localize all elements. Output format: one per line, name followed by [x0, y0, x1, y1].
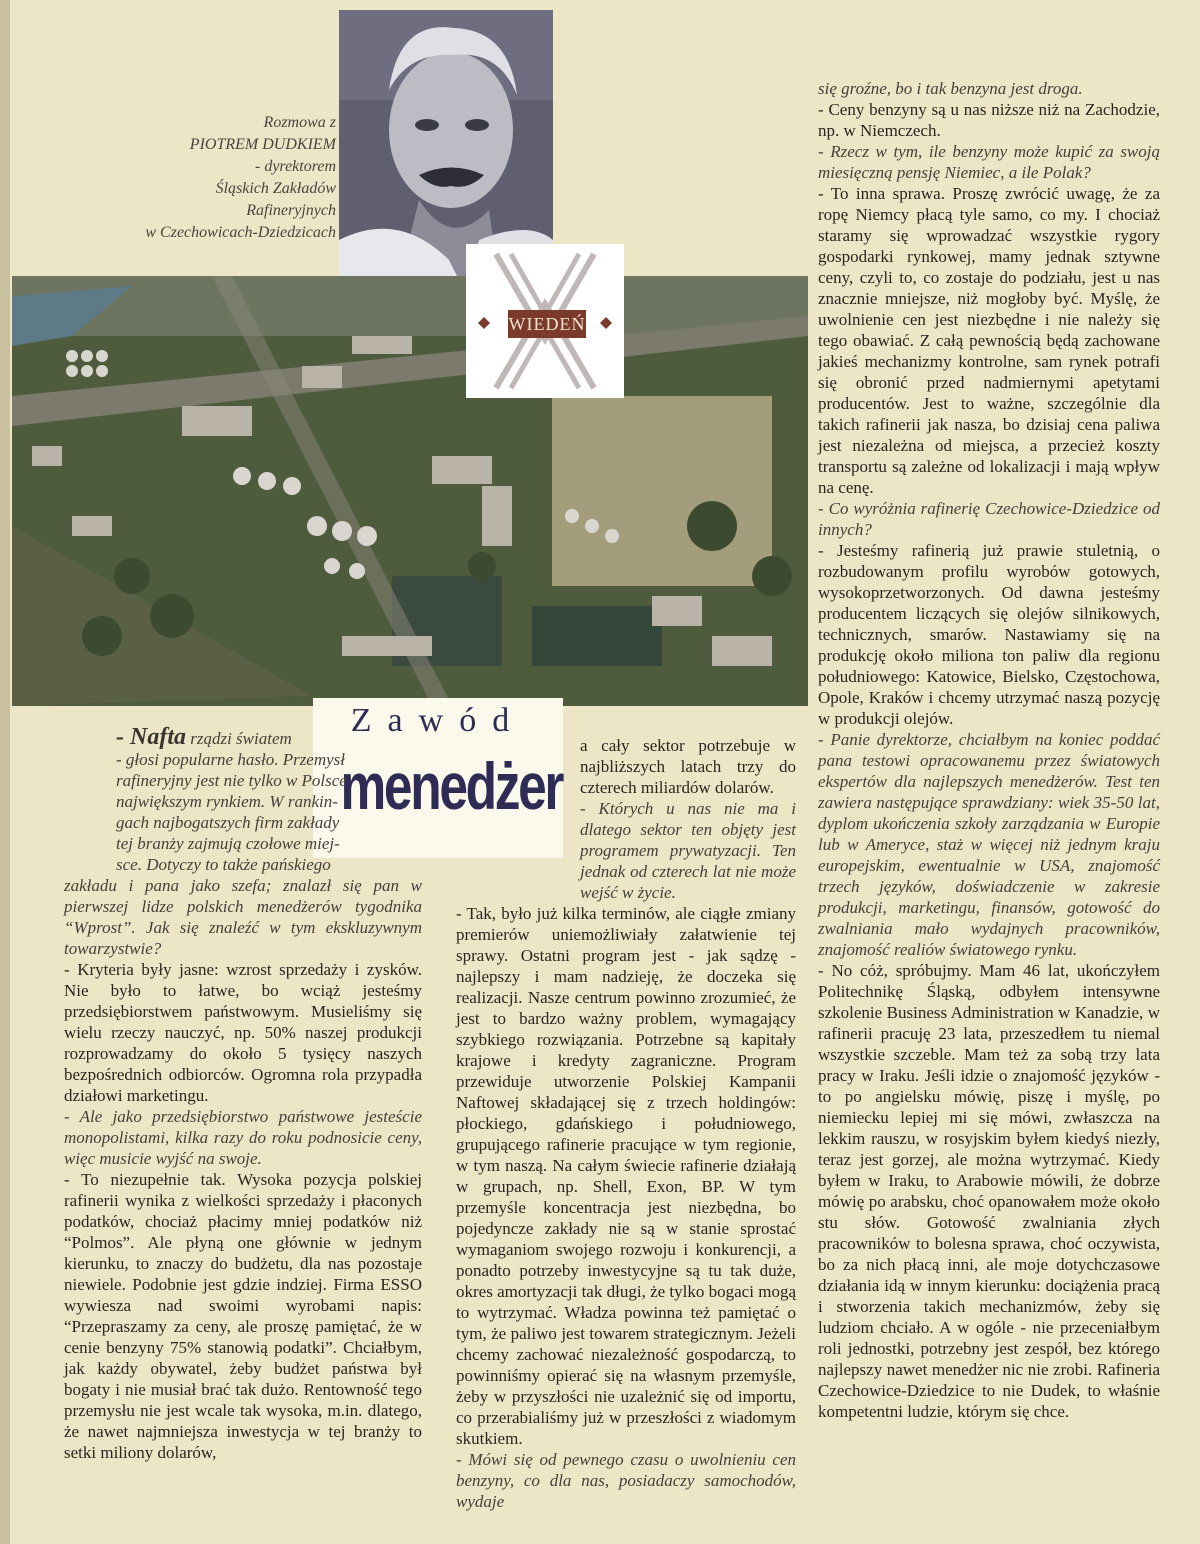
- intro-line: - dyrektorem: [255, 158, 336, 175]
- logo-label: WIEDEŃ: [508, 310, 586, 338]
- question-paragraph: się groźne, bo i tak benzyna jest droga.: [818, 79, 1083, 98]
- question-text: tej branży zajmują czołowe miej-: [116, 834, 340, 853]
- question-paragraph: - Rzecz w tym, ile benzyny może kupić za swoją miesięczną pensję Niemiec, a ile Polak?: [818, 142, 1160, 182]
- question-paragraph: - Mówi się od pewnego czasu o uwolnieniu cen benzyny, co dla nas, posiadaczy samochodów, wydaje: [456, 1450, 796, 1511]
- question-text: sce. Dotyczy to także pańskiego: [116, 855, 331, 874]
- answer-paragraph: a cały sektor potrzebuje w najbliższych latach trzy do czterech miliardów dolarów.: [580, 736, 796, 797]
- intro-byline: [120, 112, 336, 244]
- question-text: zakładu i pana jako szefa; znalazł się pan w pierwszej lidze polskich menedżerów tygodnika “Wprost”. Jak się znaleźć w tym ekskluzywnym towarzystwie?: [64, 876, 422, 958]
- question-text: największym rynkiem. W rankin-: [116, 792, 338, 811]
- question-paragraph: - Ale jako przedsiębiorstwo państwowe jesteście monopolistami, kilka razy do roku podnosicie ceny, więc musicie wyjść na swoje.: [64, 1107, 422, 1168]
- answer-paragraph: - Ceny benzyny są u nas niższe niż na Zachodzie, np. w Niemczech.: [818, 100, 1160, 140]
- intro-line: Śląskich Zakładów: [215, 180, 336, 197]
- answer-paragraph: - To niezupełnie tak. Wysoka pozycja polskiej rafinerii wynika z wielkości sprzedaży i płaconych podatków, chociaż płacimy mniej podatków niż “Polmos”. Ale płyną one głównie w jednym kierunku, to znaczy do budżetu, dla nas pozostaje niewiele. Podobnie jest gdzie indziej. Firma ESSO wywiesza nad swoimi wyrobami napis: “Przepraszamy za ceny, ale proszę pamiętać, że w cenie benzyny 75% stanowią podatki”. Chciałbym, jak każdy obywatel, żeby budżet państwa był bogaty i nie musiał brać tak dużo. Rentowność tego przemysłu nie jest wcale tak wysoka, m.in. dlatego, że nawet najmniejsza inwestycja w tej branży to setki miliony dolarów,: [64, 1170, 422, 1462]
- portrait-photo: [339, 10, 553, 280]
- question-paragraph: - Których u nas nie ma i dlatego sektor ten objęty jest programem prywatyzacji. Ten jednak od czterech lat nie może wejść w życie.: [580, 799, 796, 902]
- article-column-middle: [456, 735, 796, 1512]
- question-text: rządzi światem: [185, 729, 292, 748]
- title-line-bottom: menedżer: [340, 749, 563, 823]
- article-column-left: [64, 724, 422, 1463]
- page-binding-edge: [0, 0, 10, 1544]
- intro-line: w Czechowicach-Dziedzicach: [145, 224, 336, 241]
- article-column-right: [818, 78, 1160, 1422]
- answer-paragraph: - Kryteria były jasne: wzrost sprzedaży i zysków. Nie było to łatwe, bo wciąż jesteśmy przedsiębiorstwem państwowym. Musieliśmy się wielu rzeczy nauczyć, np. 50% naszej produkcji rozprowadzamy do około 5 tysięcy naszych bezpośrednich odbiorców. Ogromna rola przypadła działowi marketingu.: [64, 960, 422, 1105]
- answer-paragraph: - Jesteśmy rafinerią już prawie stuletnią, o rozbudowanym profilu wyrobów gotowych, wysokoprzetworzonych. Od dawna jesteśmy producentem liczących się olejów silnikowych, technicznych, smarów. Nastawiamy się na produkcję około miliona ton paliw dla regionu południowego: Katowice, Bielsko, Częstochowa, Opole, Kraków i chcemy utrzymać naszą pozycję w produkcji olejów.: [818, 541, 1160, 728]
- question-text: rafineryjny jest nie tylko w Polsce: [116, 771, 347, 790]
- intro-line: Rafineryjnych: [246, 202, 336, 219]
- question-paragraph: - Panie dyrektorze, chciałbym na koniec poddać pana testowi opracowanemu przez światowych ekspertów dla najlepszych menedżerów. Test ten zawiera następujące sprawdziany: wiek 35-50 lat, dyplom ukończenia szkoły zarządzania w Europie lub w Ameryce, staż w więcej niż jednym kraju europejskim, ewentualnie w USA, znajomość trzech języków, doświadczenie w zakresie produkcji, marketingu, finansów, gotowość do zwalniania mało wydajnych pracowników, znajomość realiów światowego rynku.: [818, 730, 1160, 959]
- question-paragraph: [116, 724, 422, 750]
- answer-paragraph: - No cóż, spróbujmy. Mam 46 lat, ukończyłem Politechnikę Śląską, odbyłem intensywne szkolenie Business Administration w Kanadzie, w rafinerii pracuję 23 lata, przeszedłem tu niemal wszystkie szczeble. Mam też za sobą trzy lata pracy w Iraku. Jeśli idzie o znajomość języków - to po angielsku mówię, piszę i myślę, po niemiecku lepiej mi się mówi, zwłaszcza na lekkim rauszu, w rosyjskim byłem kiedyś niezły, teraz jest gorzej, ale można wytrzymać. Kiedy byłem w Iraku, to Arabowie mówili, że dobrze mówię po arabsku, choć opanowałem może około stu słów. Gotowość zwalniania złych pracowników to bolesna sprawa, choć oczywista, bo za nich płacą inni, ale moje dotychczasowe działania idą w innym kierunku: dociążenia pracą i stworzenia takich mechanizmów, żeby się ludziom chciało. A w ogóle - nie przeceniałbym roli jednostki, potrzebny jest zespół, bez którego najlepszy nawet menedżer nic nie zrobi. Rafineria Czechowice-Dziedzice to nie Dudek, to właśnie kompetentni ludzie, którym się chce.: [818, 961, 1160, 1421]
- question-paragraph: - Co wyróżnia rafinerię Czechowice-Dziedzice od innych?: [818, 499, 1160, 539]
- intro-line: Rozmowa z: [263, 114, 336, 131]
- refinery-aerial-photo: [12, 276, 808, 706]
- nafta-word: - Nafta: [116, 724, 186, 750]
- intro-line: PIOTREM DUDKIEM: [189, 136, 336, 153]
- question-text: - głosi popularne hasło. Przemysł: [116, 750, 346, 769]
- title-line-top: Zawód: [350, 702, 526, 739]
- question-text: gach najbogatszych firm zakłady: [116, 813, 340, 832]
- answer-paragraph: - Tak, było już kilka terminów, ale ciągłe zmiany premierów uniemożliwiały załatwienie tej sprawy. Ostatni program jest - jak sądzę - najlepszy i mam nadzieję, że doczeka się realizacji. Nasze centrum powinno zrozumieć, że jest to bardzo ważny problem, wymagający szybkiego rozwiązania. Potrzebne są kapitały krajowe i kredyty zagraniczne. Program przewiduje utworzenie Polskiej Kampanii Naftowej składającej się z trzech holdingów: płockiego, gdańskiego i południowego, grupującego rafinerie pracujące w tym regionie, w tym naszą. Na całym świecie rafinerie działają w grupach, np. Shell, Exon, BP. W tym przemyśle koncentracja jest niezbędna, bo pojedyncze zakłady nie są w stanie sprostać wymaganiom swojego rozwoju i konkurencji, a ponadto potrzeby inwestycyjne są tu tak duże, okres amortyzacji tak długi, że tylko bogaci mogą to wytrzymać. Władza powinna też pamiętać o tym, że paliwo jest towarem strategicznym. Jeżeli chcemy zachować niezależność gospodarczą, to powinniśmy opierać się na własnym przemyśle, żeby w przyszłości nie uzależnić się od importu, co przerabialiśmy już w przeszłości z wiadomym skutkiem.: [456, 904, 796, 1448]
- answer-paragraph: - To inna sprawa. Proszę zwrócić uwagę, że za ropę Niemcy płacą tyle samo, co my. I chociaż staramy się wprowadzać wszystkie rygory gospodarki rynkowej, mamy jednak sztywne ceny, czyli to, co zostaje do podziału, jest u nas znacznie mniejsze, niż mogłoby być. Myślę, że uwolnienie cen jest niezbędne i nie należy się tego obawiać. Z całą pewnością będą zachowane jakieś mechanizmy kontrolne, sam rynek potrafi się obronić przed nadmiernymi apetytami producentów. Jest to ważne, szczególnie dla takich rafinerii jak nasza, bo dzisiaj cena paliwa jest niezależna od miejsca, a przecież koszty transportu są zależne od lokalizacji i mają wpływ na cenę.: [818, 184, 1160, 497]
